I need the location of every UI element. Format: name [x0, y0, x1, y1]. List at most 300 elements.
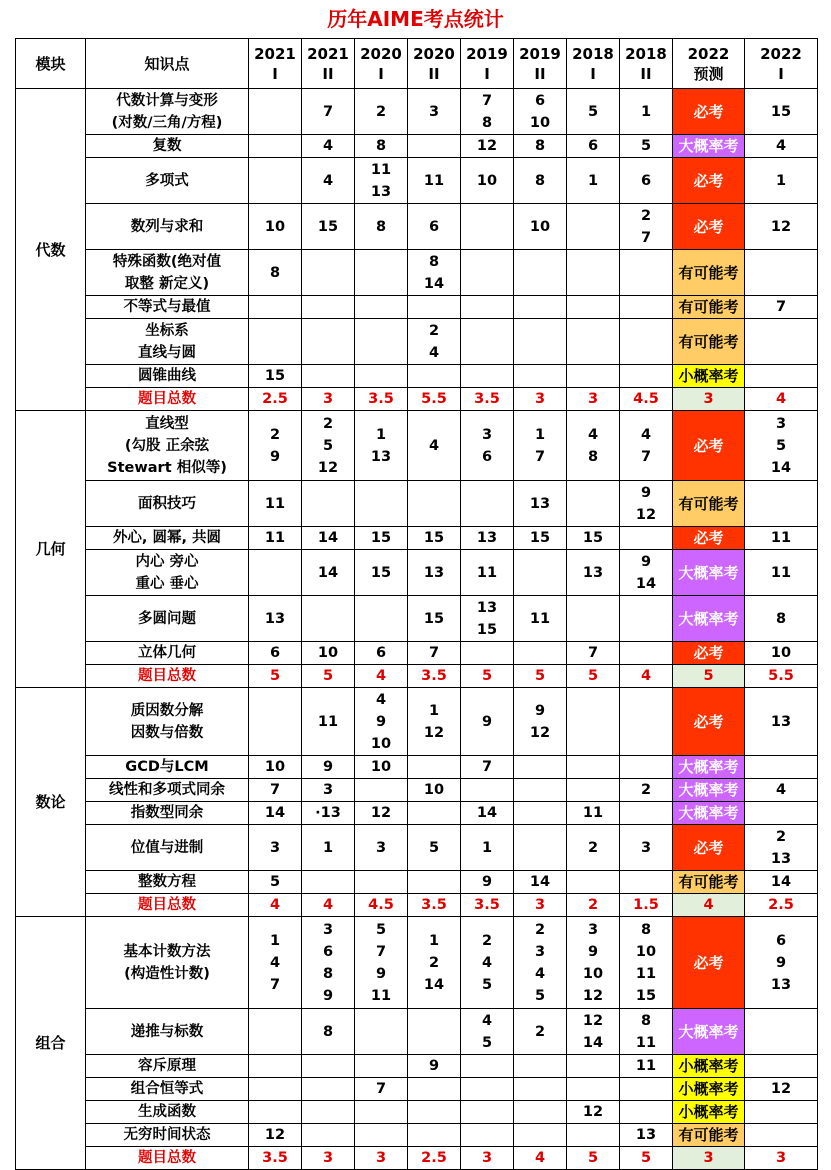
year-cell: 2 — [355, 89, 408, 135]
year-cell — [408, 1101, 461, 1124]
year-cell — [249, 550, 302, 596]
year-cell — [461, 365, 514, 388]
topic-label: 生成函数 — [86, 1101, 249, 1124]
topic-label: 多项式 — [86, 158, 249, 204]
total-row — [16, 1147, 818, 1170]
year-cell: 15 — [355, 527, 408, 550]
year-cell — [567, 596, 620, 642]
year-cell — [302, 596, 355, 642]
year-cell — [408, 1078, 461, 1101]
year-cell — [249, 89, 302, 135]
year-cell — [514, 1124, 567, 1147]
total-pred-cell: 5 — [673, 665, 745, 688]
actual-2022-cell: 4 — [745, 135, 818, 158]
prediction-badge: 有可能考 — [673, 1124, 745, 1147]
year-cell: 1 2 14 — [408, 917, 461, 1009]
year-cell — [408, 135, 461, 158]
year-cell: 4 5 — [461, 1009, 514, 1055]
table-row — [16, 779, 818, 802]
table-row — [16, 1078, 818, 1101]
prediction-badge: 大概率考 — [673, 756, 745, 779]
year-cell — [620, 1101, 673, 1124]
topic-label: 不等式与最值 — [86, 296, 249, 319]
year-cell — [567, 756, 620, 779]
year-cell: 3 6 8 9 — [302, 917, 355, 1009]
year-cell — [355, 1124, 408, 1147]
prediction-badge: 必考 — [673, 527, 745, 550]
topic-label: 圆锥曲线 — [86, 365, 249, 388]
year-cell: 6 — [355, 642, 408, 665]
actual-2022-cell: 10 — [745, 642, 818, 665]
topic-label: 面积技巧 — [86, 481, 249, 527]
year-cell: 13 — [514, 481, 567, 527]
year-cell — [408, 365, 461, 388]
year-cell — [620, 596, 673, 642]
actual-2022-cell: 8 — [745, 596, 818, 642]
topic-label: GCD与LCM — [86, 756, 249, 779]
year-cell: 4 — [302, 158, 355, 204]
table-row — [16, 871, 818, 894]
year-cell — [567, 204, 620, 250]
year-cell: 12 — [461, 135, 514, 158]
year-cell — [302, 481, 355, 527]
total-cell: 4 — [249, 894, 302, 917]
header-col: 2019 I — [461, 39, 514, 89]
topic-label: 直线型 (勾股 正余弦 Stewart 相似等) — [86, 411, 249, 481]
year-cell — [567, 871, 620, 894]
year-cell: 11 — [249, 527, 302, 550]
year-cell — [567, 779, 620, 802]
year-cell — [620, 296, 673, 319]
year-cell — [461, 1101, 514, 1124]
year-cell: 13 — [567, 550, 620, 596]
table-row — [16, 527, 818, 550]
year-cell: 1 13 — [355, 411, 408, 481]
table-row — [16, 158, 818, 204]
year-cell: 10 — [408, 779, 461, 802]
table-row — [16, 204, 818, 250]
year-cell: 6 — [567, 135, 620, 158]
actual-2022-cell: 1 — [745, 158, 818, 204]
year-cell — [302, 319, 355, 365]
total-cell: 5 — [620, 1147, 673, 1170]
table-row — [16, 481, 818, 527]
year-cell: 9 — [302, 756, 355, 779]
table-body — [16, 39, 818, 1170]
year-cell — [355, 1055, 408, 1078]
year-cell — [249, 1055, 302, 1078]
year-cell: 7 — [408, 642, 461, 665]
prediction-badge: 必考 — [673, 204, 745, 250]
year-cell — [461, 204, 514, 250]
year-cell: 2 — [620, 779, 673, 802]
total-cell: 5 — [567, 665, 620, 688]
year-cell — [567, 319, 620, 365]
total-row — [16, 665, 818, 688]
year-cell — [514, 550, 567, 596]
table-row — [16, 1009, 818, 1055]
total-label: 题目总数 — [86, 388, 249, 411]
year-cell — [514, 319, 567, 365]
table-row — [16, 89, 818, 135]
year-cell: 1 — [302, 825, 355, 871]
topic-label: 特殊函数(绝对值 取整 新定义) — [86, 250, 249, 296]
prediction-badge: 必考 — [673, 89, 745, 135]
total-actual-cell: 2.5 — [745, 894, 818, 917]
total-cell: 5 — [249, 665, 302, 688]
total-cell: 3.5 — [408, 894, 461, 917]
header-col: 2018 II — [620, 39, 673, 89]
prediction-badge: 小概率考 — [673, 1101, 745, 1124]
year-cell — [514, 642, 567, 665]
actual-2022-cell — [745, 1101, 818, 1124]
total-cell: 3 — [302, 388, 355, 411]
year-cell: 2 3 4 5 — [514, 917, 567, 1009]
actual-2022-cell — [745, 250, 818, 296]
total-cell: 3.5 — [355, 388, 408, 411]
total-cell: 5 — [302, 665, 355, 688]
total-cell: 2.5 — [249, 388, 302, 411]
total-cell: 4 — [514, 1147, 567, 1170]
year-cell: 7 — [461, 756, 514, 779]
year-cell: 7 — [249, 779, 302, 802]
year-cell: 10 — [302, 642, 355, 665]
year-cell: 4 7 — [620, 411, 673, 481]
actual-2022-cell — [745, 1009, 818, 1055]
table-row — [16, 596, 818, 642]
year-cell — [461, 642, 514, 665]
actual-2022-cell: 3 5 14 — [745, 411, 818, 481]
year-cell: 8 — [514, 135, 567, 158]
year-cell: 15 — [249, 365, 302, 388]
year-cell: 8 10 11 15 — [620, 917, 673, 1009]
module-label: 组合 — [16, 917, 86, 1170]
prediction-badge: 大概率考 — [673, 596, 745, 642]
year-cell — [249, 135, 302, 158]
year-cell — [355, 1101, 408, 1124]
year-cell: 1 — [567, 158, 620, 204]
year-cell: 1 7 — [514, 411, 567, 481]
year-cell — [355, 296, 408, 319]
year-cell — [567, 1055, 620, 1078]
total-actual-cell: 4 — [745, 388, 818, 411]
table-row — [16, 365, 818, 388]
topic-label: 多圆问题 — [86, 596, 249, 642]
year-cell: 11 — [249, 481, 302, 527]
year-cell: 9 — [461, 871, 514, 894]
year-cell: 10 — [461, 158, 514, 204]
year-cell: 6 10 — [514, 89, 567, 135]
table-row — [16, 319, 818, 365]
prediction-badge: 必考 — [673, 917, 745, 1009]
year-cell: 12 — [249, 1124, 302, 1147]
module-label: 数论 — [16, 688, 86, 917]
header-col: 2021 II — [302, 39, 355, 89]
year-cell — [567, 1078, 620, 1101]
year-cell: 5 — [567, 89, 620, 135]
year-cell: 2 7 — [620, 204, 673, 250]
year-cell — [567, 481, 620, 527]
topic-label: 递推与标数 — [86, 1009, 249, 1055]
header-col: 2020 I — [355, 39, 408, 89]
year-cell — [302, 871, 355, 894]
year-cell: 3 6 — [461, 411, 514, 481]
year-cell — [249, 1009, 302, 1055]
table-row — [16, 688, 818, 756]
prediction-badge: 有可能考 — [673, 319, 745, 365]
year-cell: 3 — [620, 825, 673, 871]
year-cell — [620, 250, 673, 296]
prediction-badge: 大概率考 — [673, 550, 745, 596]
total-cell: 5 — [514, 665, 567, 688]
table-row — [16, 250, 818, 296]
year-cell — [461, 1124, 514, 1147]
total-actual-cell: 5.5 — [745, 665, 818, 688]
year-cell — [461, 296, 514, 319]
page-title: 历年AIME考点统计 — [327, 7, 504, 31]
year-cell — [620, 642, 673, 665]
actual-2022-cell — [745, 756, 818, 779]
year-cell — [461, 319, 514, 365]
total-cell: 2 — [567, 894, 620, 917]
prediction-badge: 有可能考 — [673, 250, 745, 296]
year-cell — [620, 1078, 673, 1101]
year-cell: 3 — [302, 779, 355, 802]
year-cell: 8 — [302, 1009, 355, 1055]
prediction-badge: 大概率考 — [673, 779, 745, 802]
topic-label: 复数 — [86, 135, 249, 158]
year-cell — [567, 688, 620, 756]
year-cell — [514, 1055, 567, 1078]
year-cell: 13 — [408, 550, 461, 596]
actual-2022-cell — [745, 802, 818, 825]
year-cell — [567, 296, 620, 319]
year-cell — [514, 1101, 567, 1124]
actual-2022-cell — [745, 319, 818, 365]
topic-label: 基本计数方法 (构造性计数) — [86, 917, 249, 1009]
total-row — [16, 894, 818, 917]
year-cell — [355, 319, 408, 365]
table-row — [16, 296, 818, 319]
year-cell: 14 — [249, 802, 302, 825]
actual-2022-cell — [745, 481, 818, 527]
total-cell: 4 — [355, 665, 408, 688]
year-cell: 7 8 — [461, 89, 514, 135]
actual-2022-cell — [745, 1055, 818, 1078]
year-cell: 14 — [514, 871, 567, 894]
topic-label: 质因数分解 因数与倍数 — [86, 688, 249, 756]
topic-label: 组合恒等式 — [86, 1078, 249, 1101]
year-cell — [567, 250, 620, 296]
total-cell: 4.5 — [620, 388, 673, 411]
total-actual-cell: 3 — [745, 1147, 818, 1170]
total-cell: 4 — [302, 894, 355, 917]
year-cell — [302, 365, 355, 388]
year-cell: 10 — [355, 756, 408, 779]
total-cell: 3 — [514, 388, 567, 411]
year-cell: 5 — [620, 135, 673, 158]
year-cell: 3 — [355, 825, 408, 871]
year-cell — [620, 802, 673, 825]
year-cell — [302, 1055, 355, 1078]
year-cell: 8 — [249, 250, 302, 296]
topic-label: 容斥原理 — [86, 1055, 249, 1078]
header-topic: 知识点 — [86, 39, 249, 89]
total-cell: 3 — [514, 894, 567, 917]
year-cell — [514, 779, 567, 802]
total-cell: 3 — [302, 1147, 355, 1170]
total-cell: 3.5 — [461, 894, 514, 917]
module-label: 代数 — [16, 89, 86, 411]
year-cell: 12 — [355, 802, 408, 825]
prediction-badge: 大概率考 — [673, 802, 745, 825]
year-cell — [514, 250, 567, 296]
year-cell — [249, 688, 302, 756]
year-cell — [461, 779, 514, 802]
table-row — [16, 756, 818, 779]
year-cell: 2 9 — [249, 411, 302, 481]
year-cell — [461, 1055, 514, 1078]
year-cell: 8 — [355, 204, 408, 250]
actual-2022-cell: 11 — [745, 550, 818, 596]
year-cell: 1 12 — [408, 688, 461, 756]
year-cell: 1 — [620, 89, 673, 135]
header-col: 2021 I — [249, 39, 302, 89]
prediction-badge: 必考 — [673, 411, 745, 481]
year-cell: 9 — [461, 688, 514, 756]
year-cell — [408, 871, 461, 894]
year-cell — [355, 365, 408, 388]
year-cell: 13 — [461, 527, 514, 550]
topic-label: 内心 旁心 重心 垂心 — [86, 550, 249, 596]
year-cell: 5 7 9 11 — [355, 917, 408, 1009]
year-cell — [461, 481, 514, 527]
year-cell: 11 — [567, 802, 620, 825]
year-cell: 1 — [461, 825, 514, 871]
year-cell: 7 — [302, 89, 355, 135]
year-cell: 6 — [620, 158, 673, 204]
year-cell: 12 — [567, 1101, 620, 1124]
year-cell: 4 — [302, 135, 355, 158]
total-pred-cell: 4 — [673, 894, 745, 917]
year-cell: 2 — [514, 1009, 567, 1055]
total-row — [16, 388, 818, 411]
actual-2022-cell: 2 13 — [745, 825, 818, 871]
header-col: 2019 II — [514, 39, 567, 89]
header-col: 2018 I — [567, 39, 620, 89]
year-cell: 4 — [408, 411, 461, 481]
year-cell — [514, 1078, 567, 1101]
year-cell — [408, 802, 461, 825]
year-cell — [355, 250, 408, 296]
topic-label: 线性和多项式同余 — [86, 779, 249, 802]
prediction-badge: 小概率考 — [673, 1078, 745, 1101]
year-cell: 15 — [408, 527, 461, 550]
year-cell — [620, 871, 673, 894]
year-cell — [302, 250, 355, 296]
header-col: 2020 II — [408, 39, 461, 89]
year-cell — [408, 1009, 461, 1055]
table-row — [16, 411, 818, 481]
total-cell: 1.5 — [620, 894, 673, 917]
total-cell: 3.5 — [408, 665, 461, 688]
year-cell: 15 — [408, 596, 461, 642]
total-cell: 3 — [461, 1147, 514, 1170]
topic-label: 立体几何 — [86, 642, 249, 665]
topic-label: 外心, 圆幂, 共圆 — [86, 527, 249, 550]
total-pred-cell: 3 — [673, 388, 745, 411]
year-cell: 11 — [302, 688, 355, 756]
year-cell — [461, 1078, 514, 1101]
year-cell: 14 — [302, 550, 355, 596]
header-col: 2022 I — [745, 39, 818, 89]
year-cell — [249, 158, 302, 204]
actual-2022-cell — [745, 365, 818, 388]
year-cell: 13 — [249, 596, 302, 642]
year-cell — [355, 779, 408, 802]
prediction-badge: 小概率考 — [673, 365, 745, 388]
actual-2022-cell: 13 — [745, 688, 818, 756]
topic-label: 指数型同余 — [86, 802, 249, 825]
topic-label: 整数方程 — [86, 871, 249, 894]
year-cell: 1 4 7 — [249, 917, 302, 1009]
year-cell — [514, 825, 567, 871]
header-module: 模块 — [16, 39, 86, 89]
year-cell: 12 14 — [567, 1009, 620, 1055]
prediction-badge: 必考 — [673, 825, 745, 871]
year-cell: 8 — [514, 158, 567, 204]
year-cell — [620, 756, 673, 779]
year-cell: 15 — [302, 204, 355, 250]
table-row — [16, 550, 818, 596]
year-cell: 10 — [514, 204, 567, 250]
year-cell: 9 12 — [514, 688, 567, 756]
year-cell — [514, 802, 567, 825]
total-cell: 5.5 — [408, 388, 461, 411]
year-cell — [620, 365, 673, 388]
year-cell: 8 14 — [408, 250, 461, 296]
actual-2022-cell: 14 — [745, 871, 818, 894]
year-cell: 5 — [249, 871, 302, 894]
year-cell: 8 11 — [620, 1009, 673, 1055]
year-cell: 2 — [567, 825, 620, 871]
year-cell — [408, 1124, 461, 1147]
year-cell — [514, 365, 567, 388]
table-row — [16, 1055, 818, 1078]
year-cell: 4 9 10 — [355, 688, 408, 756]
year-cell — [567, 365, 620, 388]
topic-label: 代数计算与变形 (对数/三角/方程) — [86, 89, 249, 135]
prediction-badge: 有可能考 — [673, 296, 745, 319]
prediction-badge: 必考 — [673, 158, 745, 204]
year-cell: 11 — [620, 1055, 673, 1078]
year-cell: 11 — [514, 596, 567, 642]
total-label: 题目总数 — [86, 894, 249, 917]
year-cell: 11 13 — [355, 158, 408, 204]
actual-2022-cell: 4 — [745, 779, 818, 802]
year-cell — [249, 1101, 302, 1124]
year-cell — [302, 1101, 355, 1124]
table-row — [16, 642, 818, 665]
actual-2022-cell: 11 — [745, 527, 818, 550]
year-cell: 6 — [249, 642, 302, 665]
actual-2022-cell: 12 — [745, 1078, 818, 1101]
aime-stats-table — [15, 38, 818, 1170]
year-cell: 2 4 — [408, 319, 461, 365]
year-cell: 5 — [408, 825, 461, 871]
table-row — [16, 1101, 818, 1124]
total-label: 题目总数 — [86, 1147, 249, 1170]
